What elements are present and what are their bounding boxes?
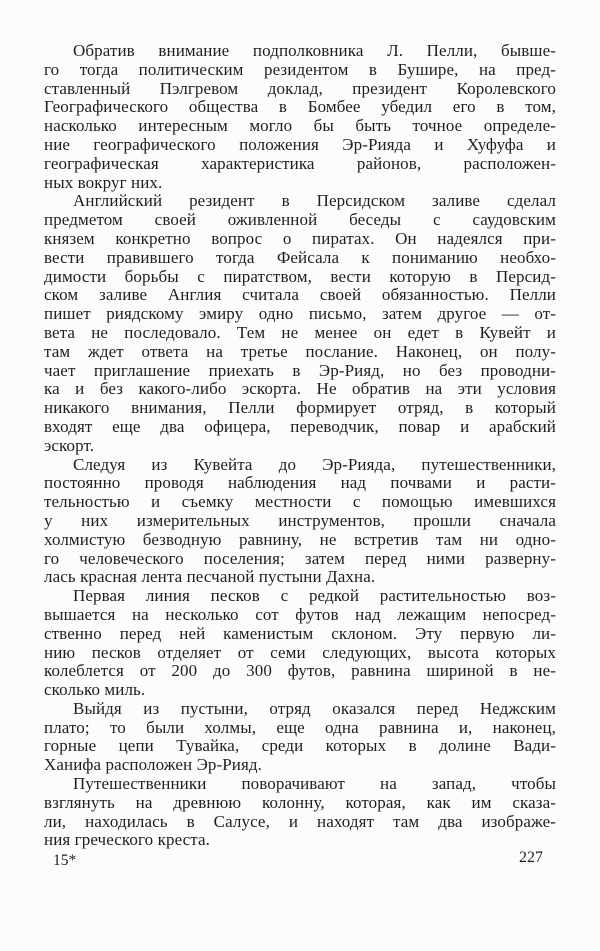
text-line: эскорт. [44,435,95,455]
text-line: горные цепи Тувайка, среди которых в долине Вади- [44,736,556,756]
text-line: пишет риядскому эмиру одно письмо, затем другое — от- [44,304,556,324]
text-line: чает приглашение приехать в Эр-Рияд, но без проводни- [44,360,556,380]
text-line: вышается на несколько сот футов над лежащим непосред- [44,604,556,624]
text-line: Выйдя из пустыни, отряд оказался перед Неджским [73,698,556,718]
text-line: лась красная лента песчаной пустыни Дахна. [44,567,376,587]
text-line: Путешественники поворачивают на запад, чтобы [73,774,556,794]
text-line: географическая характеристика районов, расположен- [44,153,556,173]
text-line: ка и без какого-либо эскорта. Не обратив на эти условия [44,379,556,399]
text-line: князем конкретно вопрос о пиратах. Он надеялся при- [44,228,556,248]
text-line: насколько интересным могло бы быть точное определе- [44,116,556,136]
text-line: тельностью и съемку местности с помощью имевшихся [44,492,556,512]
text-line: Следуя из Кувейта до Эр-Рияда, путешественники, [73,454,556,474]
text-line: Первая линия песков с редкой растительностью воз- [73,586,556,606]
page-text [44,42,556,850]
text-line: у них измерительных инструментов, прошли сначала [44,510,556,530]
text-line: предметом своей оживленной беседы с саудовским [44,210,556,230]
text-line: никакого внимания, Пелли формирует отряд, в который [44,398,556,418]
text-line: вета не последовало. Тем не менее он едет в Кувейт и [44,322,556,342]
text-line: постоянно проводя наблюдения над почвами и расти- [44,473,556,493]
page-number: 227 [519,849,543,866]
text-line: нию песков отделяет от семи следующих, высота которых [44,642,556,662]
text-line: ственно перед ней каменистым склоном. Эту первую ли- [44,623,556,643]
text-line: входят еще два офицера, переводчик, повар и арабский [44,416,556,436]
text-line: ставленный Пэлгревом доклад, президент Королевского [44,78,556,98]
text-line: го тогда политическим резидентом в Бушире, на пред- [44,59,556,79]
text-line: плато; то были холмы, еще одна равнина и, наконец, [44,717,556,737]
text-line: Географического общества в Бомбее убедил его в том, [44,97,556,117]
text-line: ли, находилась в Салусе, и находят там два изображе- [44,811,556,831]
text-line: ния греческого креста. [44,830,211,850]
text-line: Ханифа расположен Эр-Рияд. [44,755,263,775]
text-line: димости борьбы с пиратством, вести которую в Персид- [44,266,556,286]
text-line: колеблется от 200 до 300 футов, равнина шириной в не- [44,661,556,681]
text-line: Английский резидент в Персидском заливе сделал [73,191,556,211]
text-line: холмистую безводную равнину, не встретив там ни одно- [44,529,556,549]
text-line: го человеческого поселения; затем перед ними разверну- [44,548,556,568]
text-line: ние географического положения Эр-Рияда и Хуфуфа и [44,134,556,154]
text-line: взглянуть на древнюю колонну, которая, как им сказа- [44,792,556,812]
text-line: там ждет ответа на третье послание. Наконец, он полу- [44,341,556,361]
text-line: Обратив внимание подполковника Л. Пелли, бывше- [73,41,556,60]
text-line: ском заливе Англия считала своей обязанностью. Пелли [44,285,556,305]
text-line: ных вокруг них. [44,172,163,192]
text-line: сколько миль. [44,680,146,700]
signature-mark: 15* [53,852,77,869]
text-line: вести правившего тогда Фейсала к пониманию необхо- [44,247,556,267]
